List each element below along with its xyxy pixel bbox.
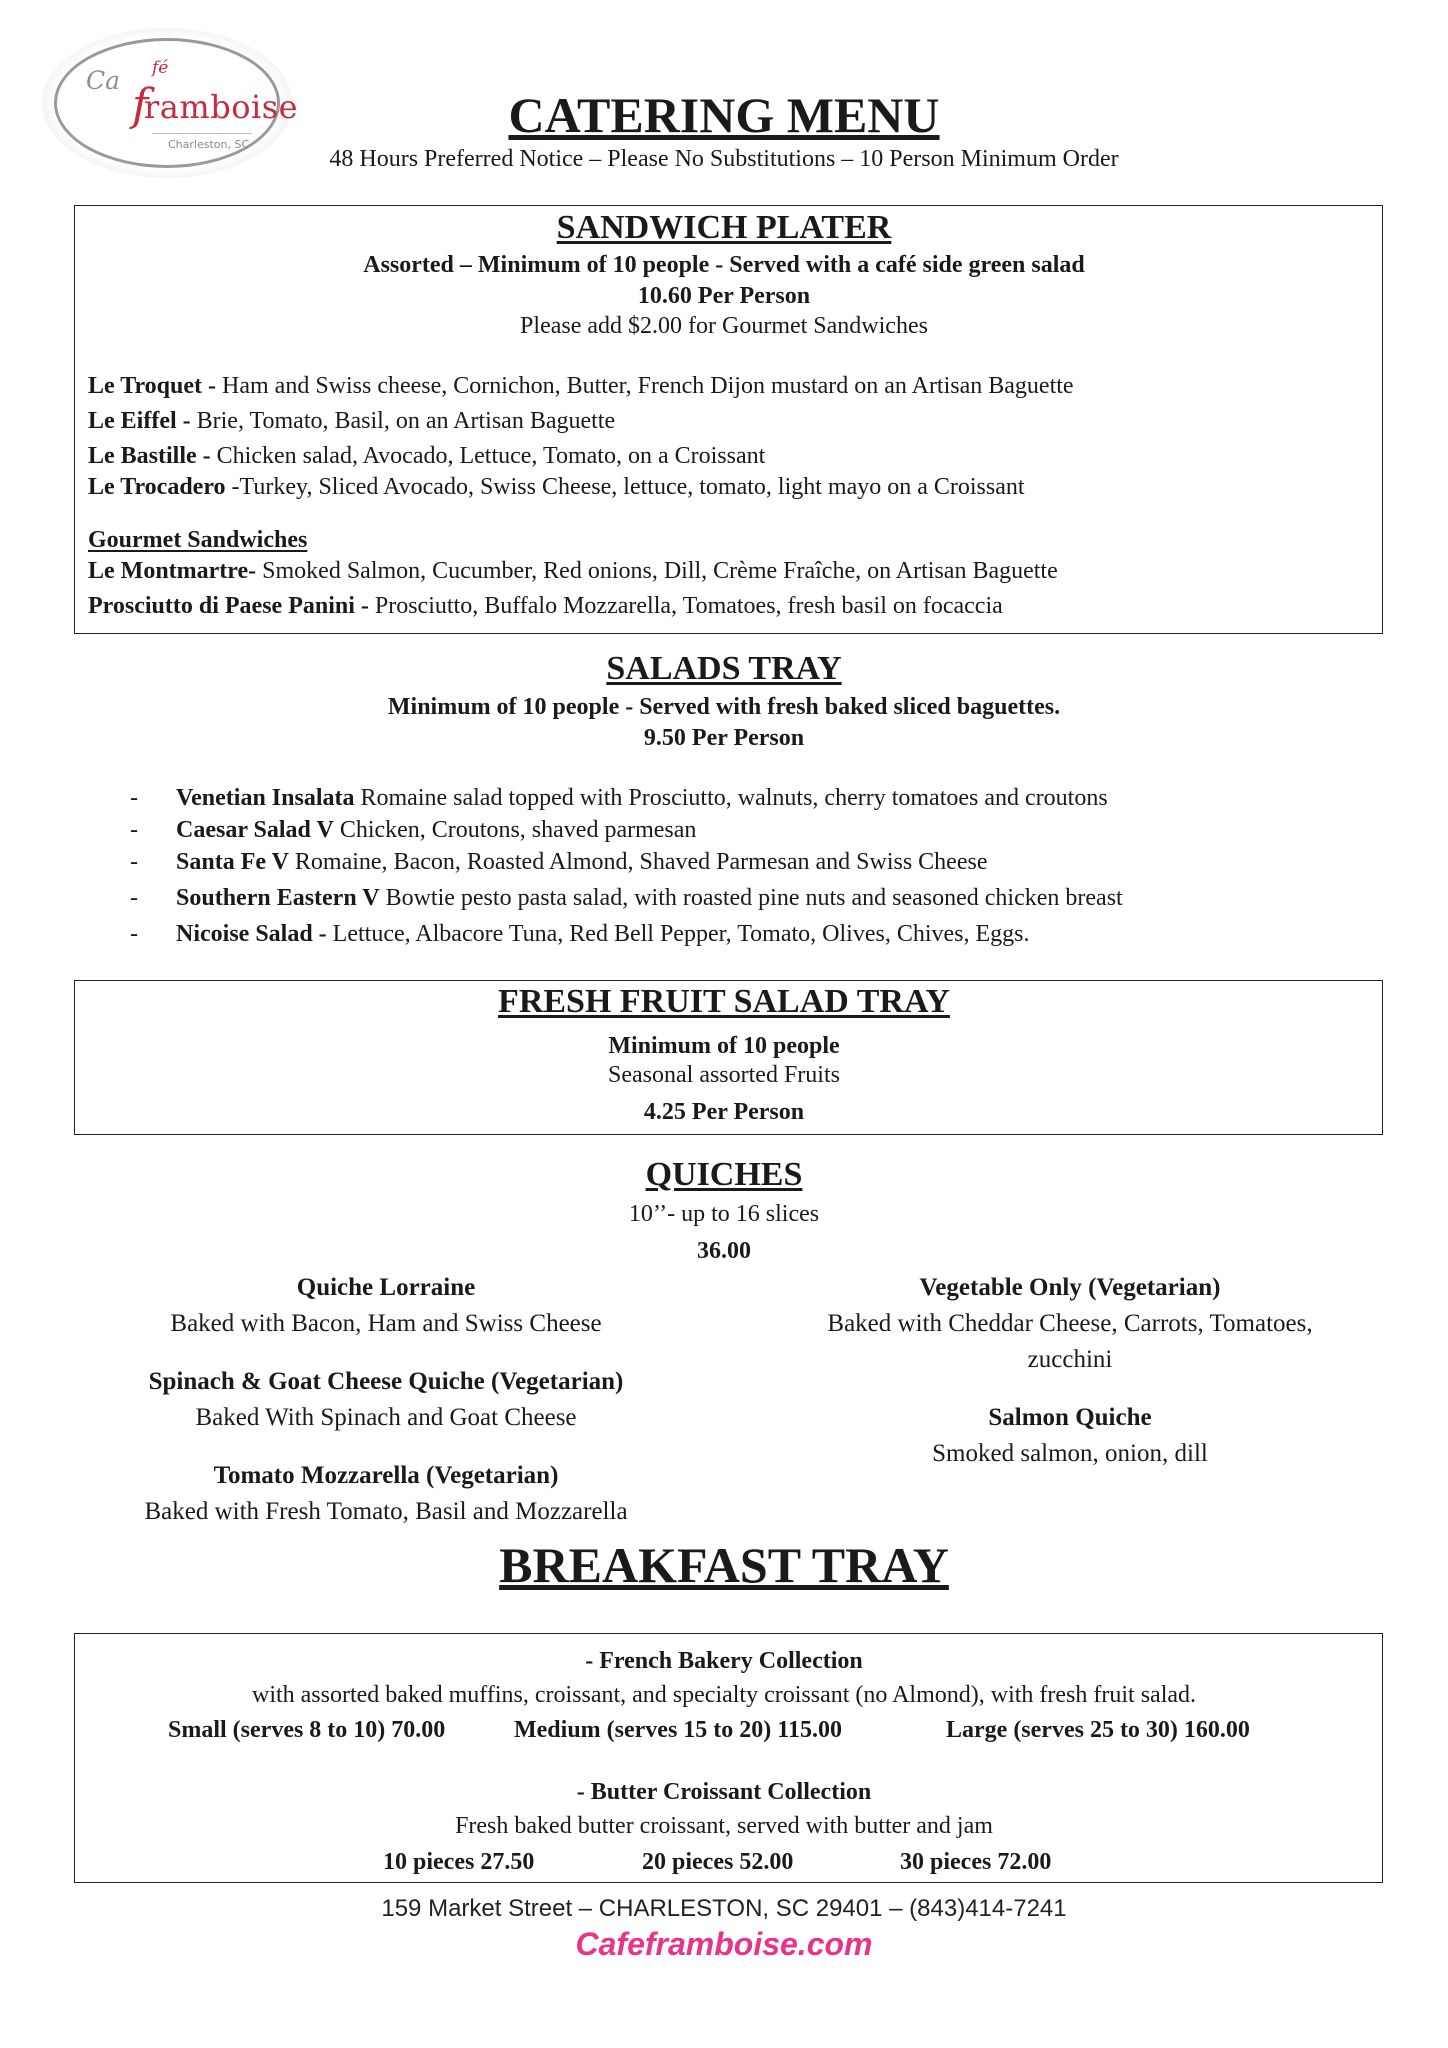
- salad-item-name: Nicoise Salad -: [176, 921, 327, 947]
- salads-title: SALADS TRAY: [606, 650, 842, 687]
- quiche-name: Vegetable Only (Vegetarian): [919, 1274, 1221, 1301]
- gourmet-item-name: Le Montmartre-: [88, 558, 257, 584]
- sandwich-item: [88, 408, 615, 435]
- footer-website-link[interactable]: Cafeframboise.com: [575, 1926, 873, 1962]
- salad-item: [176, 849, 987, 876]
- salad-item-name: Caesar Salad V: [176, 817, 334, 843]
- salad-item: [176, 921, 1030, 948]
- sandwich-item-desc: Brie, Tomato, Basil, on an Artisan Baguette: [190, 408, 616, 434]
- logo-accent-text: fé: [152, 58, 169, 78]
- quiche-item: [740, 1270, 1400, 1378]
- salad-item: [176, 885, 1123, 912]
- sandwich-item-name: Le Trocadero: [88, 474, 226, 500]
- salad-item-desc: Chicken, Croutons, shaved parmesan: [333, 817, 697, 843]
- french-heading: - French Bakery Collection: [585, 1648, 863, 1674]
- quiches-price: 36.00: [697, 1238, 751, 1264]
- page-subtitle: 48 Hours Preferred Notice – Please No Substitutions – 10 Person Minimum Order: [329, 146, 1119, 172]
- fruit-title: FRESH FRUIT SALAD TRAY: [498, 983, 950, 1020]
- fruit-desc: Seasonal assorted Fruits: [608, 1062, 840, 1088]
- bullet-dash: -: [130, 921, 138, 947]
- sandwich-item-desc: -Turkey, Sliced Avocado, Swiss Cheese, lettuce, tomato, light mayo on a Croissant: [225, 474, 1025, 500]
- butter-size-20: 20 pieces 52.00: [642, 1849, 794, 1875]
- quiche-item: [56, 1364, 716, 1436]
- sandwich-price: 10.60 Per Person: [637, 283, 811, 309]
- quiche-item: [56, 1458, 716, 1530]
- sandwich-item: [88, 474, 1025, 501]
- logo-f-letter: f: [132, 80, 149, 131]
- sandwich-item: [88, 443, 765, 470]
- quiche-desc: Baked with Bacon, Ham and Swiss Cheese: [170, 1310, 602, 1337]
- quiche-name: Tomato Mozzarella (Vegetarian): [213, 1462, 559, 1489]
- page-title: CATERING MENU: [508, 87, 940, 143]
- fruit-price: 4.25 Per Person: [643, 1099, 805, 1125]
- sandwich-desc: Assorted – Minimum of 10 people - Served with a café side green salad: [363, 252, 1085, 278]
- bullet-dash: -: [130, 785, 138, 811]
- salad-item-desc: Lettuce, Albacore Tuna, Red Bell Pepper, Tomato, Olives, Chives, Eggs.: [326, 921, 1030, 947]
- quiche-item: [56, 1270, 716, 1342]
- salads-desc: Minimum of 10 people - Served with fresh baked sliced baguettes.: [387, 694, 1061, 720]
- breakfast-title: BREAKFAST TRAY: [499, 1537, 949, 1593]
- gourmet-item-name: Prosciutto di Paese Panini -: [88, 593, 369, 619]
- butter-desc: Fresh baked butter croissant, served with butter and jam: [455, 1813, 993, 1839]
- quiches-title: QUICHES: [645, 1156, 803, 1193]
- salad-item-desc: Romaine, Bacon, Roasted Almond, Shaved Parmesan and Swiss Cheese: [288, 849, 988, 875]
- salad-item-desc: Bowtie pesto pasta salad, with roasted pine nuts and seasoned chicken breast: [379, 885, 1123, 911]
- salad-item-name: Venetian Insalata: [176, 785, 355, 811]
- sandwich-item-desc: Chicken salad, Avocado, Lettuce, Tomato, on a Croissant: [210, 443, 766, 469]
- quiche-desc: Smoked salmon, onion, dill: [932, 1440, 1208, 1467]
- sandwich-item-name: Le Eiffel -: [88, 408, 191, 434]
- sandwich-note: Please add $2.00 for Gourmet Sandwiches: [520, 313, 928, 339]
- sandwich-title: SANDWICH PLATER: [556, 209, 892, 246]
- quiche-desc: Baked with Fresh Tomato, Basil and Mozzarella: [144, 1498, 628, 1525]
- footer-address: 159 Market Street – CHARLESTON, SC 29401 – (843)414-7241: [381, 1895, 1067, 1922]
- logo-cafe-text: Ca: [86, 66, 121, 95]
- quiche-desc: Baked with Cheddar Cheese, Carrots, Tomatoes, zucchini: [827, 1310, 1313, 1373]
- quiche-name: Spinach & Goat Cheese Quiche (Vegetarian): [148, 1368, 624, 1395]
- butter-size-30: 30 pieces 72.00: [900, 1849, 1052, 1875]
- salad-item-name: Santa Fe V: [176, 849, 289, 875]
- quiche-item: [740, 1400, 1400, 1472]
- gourmet-heading: Gourmet Sandwiches: [88, 527, 308, 553]
- salads-price: 9.50 Per Person: [643, 725, 805, 751]
- bullet-dash: -: [130, 817, 138, 843]
- french-desc: with assorted baked muffins, croissant, and specialty croissant (no Almond), with fresh fruit salad.: [251, 1682, 1197, 1708]
- gourmet-item-desc: Prosciutto, Buffalo Mozzarella, Tomatoes, fresh basil on focaccia: [368, 593, 1003, 619]
- sandwich-item-name: Le Troquet -: [88, 373, 217, 399]
- fruit-min: Minimum of 10 people: [608, 1033, 840, 1059]
- bullet-dash: -: [130, 885, 138, 911]
- sandwich-item-name: Le Bastille -: [88, 443, 211, 469]
- quiches-size: 10’’- up to 16 slices: [628, 1201, 820, 1227]
- french-size-medium: Medium (serves 15 to 20) 115.00: [514, 1717, 842, 1743]
- salad-item-desc: Romaine salad topped with Prosciutto, walnuts, cherry tomatoes and croutons: [354, 785, 1108, 811]
- salad-item: [176, 817, 696, 844]
- butter-size-10: 10 pieces 27.50: [383, 1849, 535, 1875]
- salad-item-name: Southern Eastern V: [176, 885, 380, 911]
- butter-heading: - Butter Croissant Collection: [576, 1779, 872, 1805]
- quiche-name: Salmon Quiche: [988, 1404, 1152, 1431]
- logo-city-text: Charleston, SC: [168, 138, 250, 151]
- salad-item: [176, 785, 1108, 812]
- quiche-desc: Baked With Spinach and Goat Cheese: [195, 1404, 577, 1431]
- french-size-small: Small (serves 8 to 10) 70.00: [168, 1717, 446, 1743]
- logo-name-text: ramboise: [144, 88, 299, 126]
- gourmet-item-desc: Smoked Salmon, Cucumber, Red onions, Dill, Crème Fraîche, on Artisan Baguette: [256, 558, 1058, 584]
- gourmet-item: [88, 558, 1058, 585]
- sandwich-item-desc: Ham and Swiss cheese, Cornichon, Butter, French Dijon mustard on an Artisan Baguette: [216, 373, 1074, 399]
- sandwich-item: [88, 373, 1074, 400]
- quiche-name: Quiche Lorraine: [296, 1274, 476, 1301]
- bullet-dash: -: [130, 849, 138, 875]
- french-size-large: Large (serves 25 to 30) 160.00: [946, 1717, 1250, 1743]
- gourmet-item: [88, 593, 1003, 620]
